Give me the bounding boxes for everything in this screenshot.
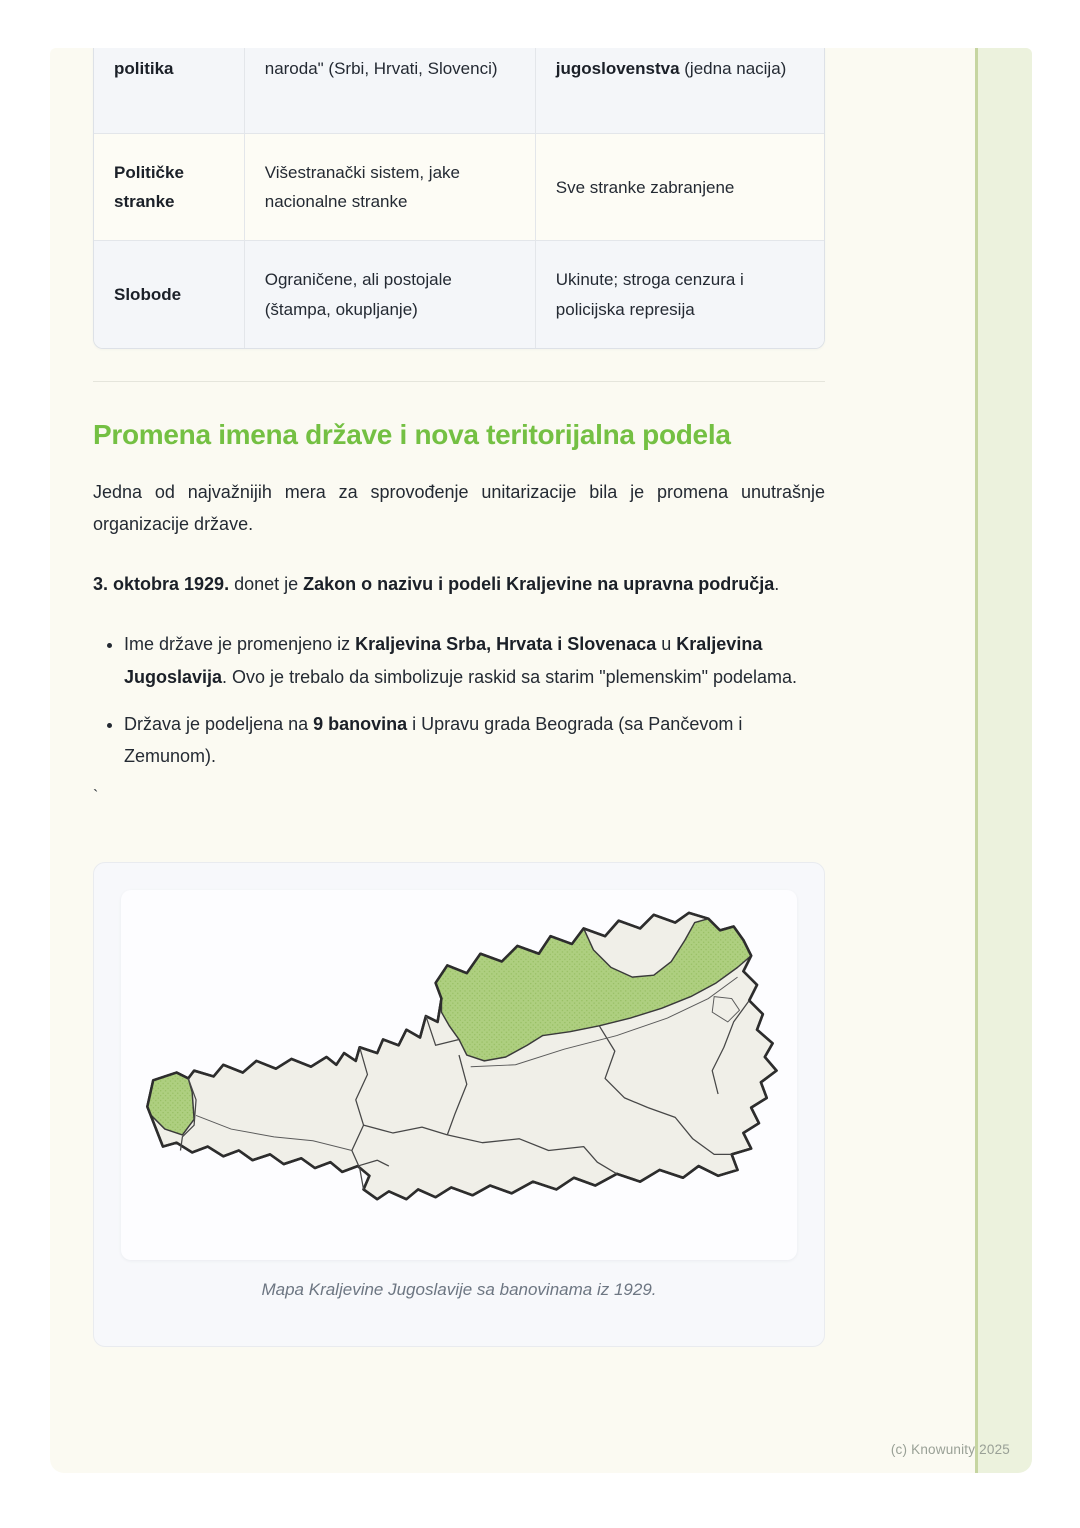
table-row <box>94 133 824 240</box>
bullet-bold: Kraljevina Jugoslavija <box>124 634 763 687</box>
bullet-text: . Ovo je trebalo da simbolizuje raskid sa starim "plemenskim" podelama. <box>222 666 798 687</box>
table-row <box>94 48 824 133</box>
table-cell: naroda" (Srbi, Hrvati, Slovenci) <box>244 48 535 133</box>
law-mid: donet je <box>229 573 304 594</box>
copyright-credit: (c) Knowunity 2025 <box>890 1442 1010 1457</box>
table-cell-rest: (jedna nacija) <box>679 59 787 78</box>
table-cell <box>535 48 824 133</box>
law-paragraph <box>93 568 825 600</box>
map-image <box>121 890 797 1260</box>
bullet-text: Država je podeljena na <box>124 713 314 734</box>
table-row-label: Slobode <box>94 240 244 347</box>
bullet-text: Ime države je promenjeno iz <box>124 634 356 655</box>
table-row-label: Političke stranke <box>94 133 244 240</box>
table-cell: Ukinute; stroga cenzura i policijska represija <box>535 240 824 347</box>
document-sheet <box>50 48 1032 1473</box>
law-date: 3. oktobra 1929. <box>93 573 230 594</box>
accent-side-bar <box>975 48 1032 1473</box>
law-end: . <box>774 573 780 594</box>
table-cell: Višestranački sistem, jake nacionalne stranke <box>244 133 535 240</box>
comparison-table <box>93 48 825 349</box>
list-item <box>124 628 825 693</box>
intro-paragraph: Jedna od najvažnijih mera za sprovođenje unitarizacije bila je promena unutrašnje organizacije države. <box>93 481 825 535</box>
table-cell: Ograničene, ali postojale (štampa, okupljanje) <box>244 240 535 347</box>
section-heading: Promena imena države i nova teritorijalna podela <box>93 418 731 450</box>
table-row-label: politika <box>94 48 244 133</box>
list-item <box>124 708 825 773</box>
bullet-bold: Kraljevina Srba, Hrvata i Slovenaca <box>355 634 657 655</box>
table-row <box>94 240 824 347</box>
bullet-text: u <box>656 634 677 655</box>
table-cell: Sve stranke zabranjene <box>535 133 824 240</box>
document-content <box>93 48 825 1347</box>
map-figure <box>93 862 825 1347</box>
map-caption: Mapa Kraljevine Jugoslavije sa banovinama iz 1929. <box>261 1279 657 1299</box>
banovina-map-svg <box>135 907 783 1243</box>
table-cell-bold: jugoslovenstva <box>555 59 680 78</box>
bullet-list <box>93 628 825 773</box>
bullet-text: i Upravu grada Beograda (sa Pančevom i Zemunom). <box>124 713 743 767</box>
law-title: Zakon o nazivu i podeli Kraljevine na upravna područja <box>303 573 775 594</box>
section-divider <box>93 381 825 382</box>
stray-character: ` <box>93 787 99 805</box>
bullet-bold: 9 banovina <box>313 713 408 734</box>
